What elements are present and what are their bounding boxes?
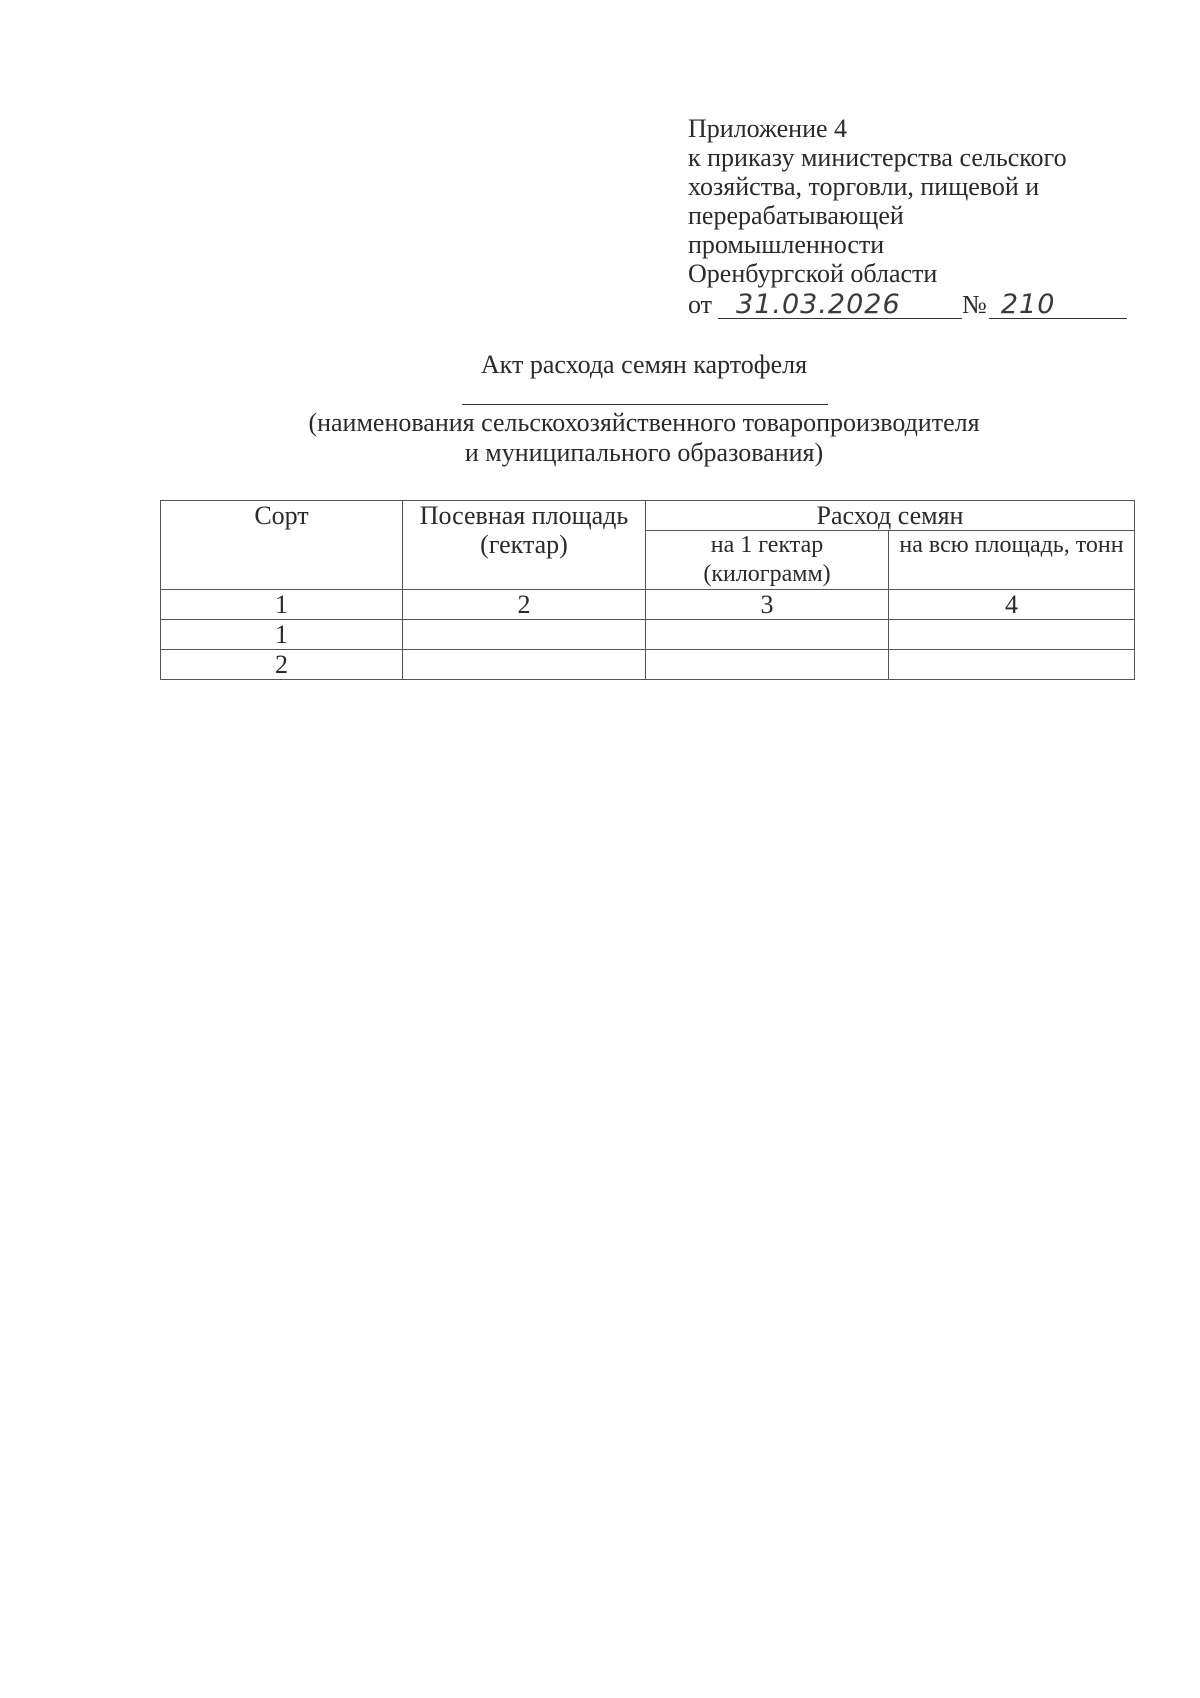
appendix-order-line-4: промышленности bbox=[688, 230, 885, 259]
table-cell-area bbox=[403, 650, 646, 680]
caption-line-1: (наименования сельскохозяйственного товаропроизводителя bbox=[308, 408, 980, 437]
appendix-order-line-1: к приказу министерства сельского bbox=[688, 143, 1067, 172]
header-seed-consumption: Расход семян bbox=[646, 501, 1135, 531]
producer-name-blank-line bbox=[462, 404, 828, 405]
from-label: от bbox=[688, 290, 713, 319]
order-date-field bbox=[718, 288, 962, 319]
table-cell-per-hectare bbox=[646, 650, 889, 680]
table-cell-variety: 2 bbox=[161, 650, 403, 680]
column-number: 1 bbox=[161, 590, 403, 620]
column-number: 4 bbox=[889, 590, 1135, 620]
header-per-hectare: на 1 гектар (килограмм) bbox=[646, 531, 889, 590]
table-cell-variety: 1 bbox=[161, 620, 403, 650]
producer-name-caption bbox=[0, 408, 1200, 468]
order-date-number-row bbox=[688, 288, 1148, 319]
table-row bbox=[161, 620, 1135, 650]
appendix-order-line-3: перерабатывающей bbox=[688, 201, 904, 230]
order-number-handwritten: 210 bbox=[1000, 289, 1056, 320]
header-total-area: на всю площадь, тонн bbox=[889, 531, 1135, 590]
caption-line-2: и муниципального образования) bbox=[464, 438, 824, 467]
table-cell-total bbox=[889, 620, 1135, 650]
appendix-header bbox=[688, 114, 1148, 319]
appendix-order-line-2: хозяйства, торговли, пищевой и bbox=[688, 172, 1040, 201]
appendix-order-line-5: Оренбургской области bbox=[688, 259, 938, 288]
appendix-title: Приложение 4 bbox=[688, 114, 848, 143]
header-sown-area: Посевная площадь (гектар) bbox=[403, 501, 646, 590]
table-cell-area bbox=[403, 620, 646, 650]
table-row bbox=[161, 650, 1135, 680]
order-date-handwritten: 31.03.2026 bbox=[736, 289, 901, 320]
table-cell-per-hectare bbox=[646, 620, 889, 650]
column-number: 3 bbox=[646, 590, 889, 620]
number-label: № bbox=[962, 290, 987, 319]
column-numbering-row bbox=[161, 590, 1135, 620]
header-variety: Сорт bbox=[161, 501, 403, 590]
seed-consumption-table bbox=[160, 500, 1135, 680]
order-number-field bbox=[989, 288, 1127, 319]
table-cell-total bbox=[889, 650, 1135, 680]
column-number: 2 bbox=[403, 590, 646, 620]
document-title: Акт расхода семян картофеля bbox=[480, 350, 808, 379]
